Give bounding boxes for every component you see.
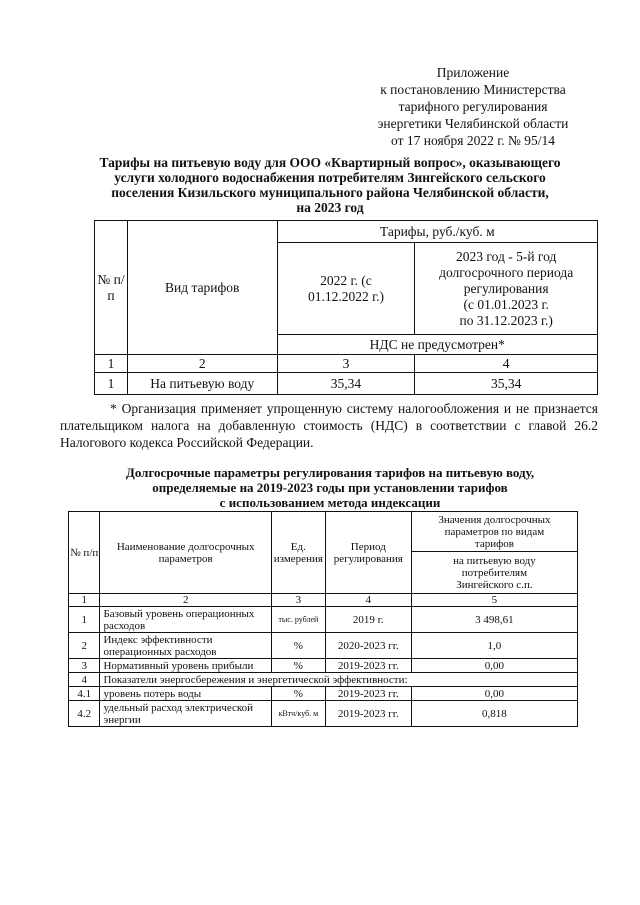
row-period: 2020-2023 гг. [325,633,411,659]
row-name: На питьевую воду [127,373,277,395]
row-value: 0,818 [411,701,577,727]
table-row [69,701,578,727]
title-line: на 2023 год [296,200,364,215]
index-cell: 3 [271,594,325,607]
col-2022-header: 2022 г. (с 01.12.2022 г.) [277,243,415,335]
header-line: регулирования [463,280,549,296]
tariff-title [60,155,600,215]
row-num: 2 [69,633,100,659]
index-cell: 1 [69,594,100,607]
index-cell: 4 [415,355,598,373]
footnote: * Организация применяет упрощенную систему налогообложения и не признается плательщиком налога на добавленную стоимость (НДС) в соответствии с главой 26.2 Налогового кодекса Российской Федерации. [60,401,598,450]
row-num: 3 [69,659,100,673]
col-type-header: Вид тарифов [127,221,277,355]
table-row [69,673,578,687]
title-line: с использованием метода индексации [219,495,441,510]
title-line: Долгосрочные параметры регулирования тарифов на питьевую воду, [125,465,535,480]
row-num: 1 [69,607,100,633]
row-unit: тыс. рублей [271,607,325,633]
table-row [69,633,578,659]
row-value: 0,00 [411,687,577,701]
row-num: 4.1 [69,687,100,701]
title-line: услуги холодного водоснабжения потребителям Зингейского сельского [114,170,546,185]
row-period: 2019 г. [325,607,411,633]
row-name: уровень потерь воды [100,687,271,701]
index-cell: 4 [325,594,411,607]
header-line: 2023 год - 5-й год [456,248,557,264]
row-unit: % [271,659,325,673]
appendix-line: Приложение [436,65,510,80]
row-name: Показатели энергосбережения и энергетической эффективности: [100,673,578,687]
vat-note: НДС не предусмотрен* [277,335,597,355]
row-period: 2019-2023 гг. [325,687,411,701]
index-cell: 3 [277,355,415,373]
row-unit: % [271,633,325,659]
col-values-header: Значения долгосрочных параметров по видам тарифов [411,512,577,552]
title-line: поселения Кизильского муниципального района Челябинской области, [111,185,549,200]
row-name: Нормативный уровень прибыли [100,659,271,673]
title-line: Тарифы на питьевую воду для ООО «Квартирный вопрос», оказывающего [99,155,561,170]
col-num-header: № п/п [95,221,128,355]
col-2023-header [415,243,598,335]
row-2022: 35,34 [277,373,415,395]
row-name: Базовый уровень операционных расходов [100,607,271,633]
row-value: 0,00 [411,659,577,673]
row-period: 2019-2023 гг. [325,701,411,727]
row-num: 4 [69,673,100,687]
header-line: по 31.12.2023 г.) [459,312,553,328]
row-num: 1 [95,373,128,395]
row-value: 3 498,61 [411,607,577,633]
table-row [69,687,578,701]
row-num: 4.2 [69,701,100,727]
row-unit: кВтч/куб. м [271,701,325,727]
header-line: (с 01.01.2023 г. [463,296,549,312]
col-num-header: № п/п [69,512,100,594]
tariff-table [94,220,598,395]
col-period-header: Период регулирования [325,512,411,594]
row-2023: 35,34 [415,373,598,395]
title-line: определяемые на 2019-2023 годы при установлении тарифов [152,480,508,495]
parameters-table [68,511,578,727]
appendix-block [358,64,588,149]
table-row [69,607,578,633]
parameters-title [80,465,580,510]
appendix-line: тарифного регулирования [398,99,548,114]
col-sub-header: на питьевую воду потребителям Зингейского с.п. [411,552,577,594]
col-name-header: Наименование долгосрочных параметров [100,512,271,594]
table-row [69,659,578,673]
appendix-line: к постановлению Министерства [380,82,566,97]
table-row [95,373,598,395]
index-cell: 1 [95,355,128,373]
index-cell: 2 [100,594,271,607]
col-unit-header: Ед. измерения [271,512,325,594]
index-cell: 5 [411,594,577,607]
header-line: долгосрочного периода [439,264,574,280]
row-unit: % [271,687,325,701]
row-period: 2019-2023 гг. [325,659,411,673]
appendix-line: от 17 ноября 2022 г. № 95/14 [391,133,555,148]
row-name: удельный расход электрической энергии [100,701,271,727]
row-value: 1,0 [411,633,577,659]
tariffs-header: Тарифы, руб./куб. м [277,221,597,243]
row-name: Индекс эффективности операционных расходов [100,633,271,659]
index-cell: 2 [127,355,277,373]
appendix-line: энергетики Челябинской области [377,116,569,131]
